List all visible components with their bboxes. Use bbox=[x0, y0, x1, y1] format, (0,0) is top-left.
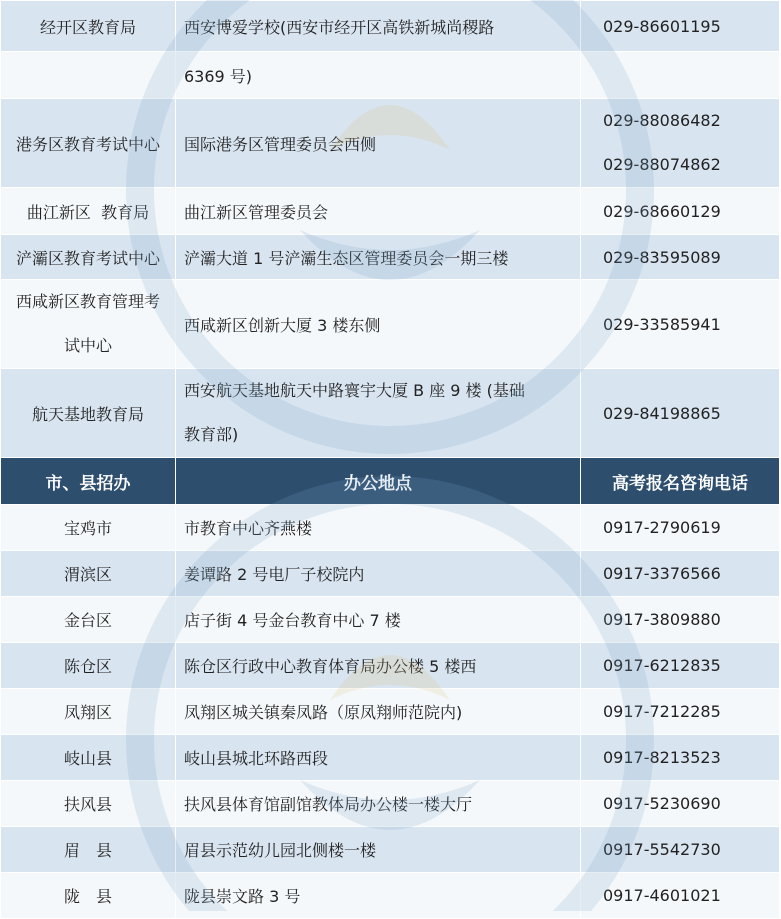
table-row bbox=[1, 188, 780, 235]
unit-cell: 渭滨区 bbox=[1, 551, 176, 597]
phone-cell: 0917-8213523 bbox=[581, 735, 780, 781]
address-cell: 6369 号) bbox=[176, 52, 581, 99]
phone-cell: 0917-3809880 bbox=[581, 597, 780, 643]
table-row bbox=[1, 597, 780, 643]
table-row bbox=[1, 689, 780, 735]
phone-cell: 0917-5230690 bbox=[581, 781, 780, 827]
phone-cell: 0917-4601021 bbox=[581, 873, 780, 919]
phone-cell: 029-88086482 029-88074862 bbox=[581, 99, 780, 188]
phone-cell: 0917-3376566 bbox=[581, 551, 780, 597]
address-cell: 陇县崇文路 3 号 bbox=[176, 873, 581, 919]
table-row bbox=[1, 827, 780, 873]
unit-cell: 陈仓区 bbox=[1, 643, 176, 689]
table-row bbox=[1, 235, 780, 280]
table-row bbox=[1, 52, 780, 99]
phone-cell: 0917-2790619 bbox=[581, 505, 780, 551]
unit-cell: 金台区 bbox=[1, 597, 176, 643]
unit-cell: 曲江新区 教育局 bbox=[1, 188, 176, 235]
table-header bbox=[1, 458, 780, 505]
address-cell: 扶风县体育馆副馆教体局办公楼一楼大厅 bbox=[176, 781, 581, 827]
address-cell: 凤翔区城关镇秦凤路（原凤翔师范院内) bbox=[176, 689, 581, 735]
address-cell: 市教育中心齐燕楼 bbox=[176, 505, 581, 551]
address-cell: 西安博爱学校(西安市经开区高铁新城尚稷路 bbox=[176, 1, 581, 52]
table-row bbox=[1, 643, 780, 689]
table-row bbox=[1, 873, 780, 919]
unit-cell: 眉 县 bbox=[1, 827, 176, 873]
header-unit: 市、县招办 bbox=[1, 458, 176, 505]
unit-cell: 扶风县 bbox=[1, 781, 176, 827]
table-row bbox=[1, 781, 780, 827]
table-row bbox=[1, 99, 780, 188]
table-row bbox=[1, 735, 780, 781]
address-cell: 曲江新区管理委员会 bbox=[176, 188, 581, 235]
table-row bbox=[1, 280, 780, 369]
phone-cell: 0917-6212835 bbox=[581, 643, 780, 689]
phone-cell: 029-84198865 bbox=[581, 369, 780, 458]
unit-cell: 港务区教育考试中心 bbox=[1, 99, 176, 188]
table-row bbox=[1, 551, 780, 597]
phone-cell: 0917-5542730 bbox=[581, 827, 780, 873]
table-row bbox=[1, 505, 780, 551]
address-cell: 陈仓区行政中心教育体育局办公楼 5 楼西 bbox=[176, 643, 581, 689]
unit-cell: 凤翔区 bbox=[1, 689, 176, 735]
phone-cell: 029-68660129 bbox=[581, 188, 780, 235]
phone-cell: 029-83595089 bbox=[581, 235, 780, 280]
unit-cell: 经开区教育局 bbox=[1, 1, 176, 52]
table-row bbox=[1, 1, 780, 52]
header-address: 办公地点 bbox=[176, 458, 581, 505]
phone-cell: 029-33585941 bbox=[581, 280, 780, 369]
address-cell: 姜谭路 2 号电厂子校院内 bbox=[176, 551, 581, 597]
unit-cell: 陇 县 bbox=[1, 873, 176, 919]
unit-cell: 岐山县 bbox=[1, 735, 176, 781]
address-cell: 店子街 4 号金台教育中心 7 楼 bbox=[176, 597, 581, 643]
phone-cell: 0917-7212285 bbox=[581, 689, 780, 735]
address-cell: 西安航天基地航天中路寰宇大厦 B 座 9 楼 (基础 教育部) bbox=[176, 369, 581, 458]
table-row bbox=[1, 369, 780, 458]
unit-cell: 西咸新区教育管理考 试中心 bbox=[1, 280, 176, 369]
address-cell: 岐山县城北环路西段 bbox=[176, 735, 581, 781]
address-cell: 国际港务区管理委员会西侧 bbox=[176, 99, 581, 188]
header-phone: 高考报名咨询电话 bbox=[581, 458, 780, 505]
unit-cell: 航天基地教育局 bbox=[1, 369, 176, 458]
phone-cell: 029-86601195 bbox=[581, 1, 780, 52]
address-cell: 浐灞大道 1 号浐灞生态区管理委员会一期三楼 bbox=[176, 235, 581, 280]
address-cell: 西咸新区创新大厦 3 楼东侧 bbox=[176, 280, 581, 369]
unit-cell: 浐灞区教育考试中心 bbox=[1, 235, 176, 280]
address-cell: 眉县示范幼儿园北侧楼一楼 bbox=[176, 827, 581, 873]
unit-cell: 宝鸡市 bbox=[1, 505, 176, 551]
